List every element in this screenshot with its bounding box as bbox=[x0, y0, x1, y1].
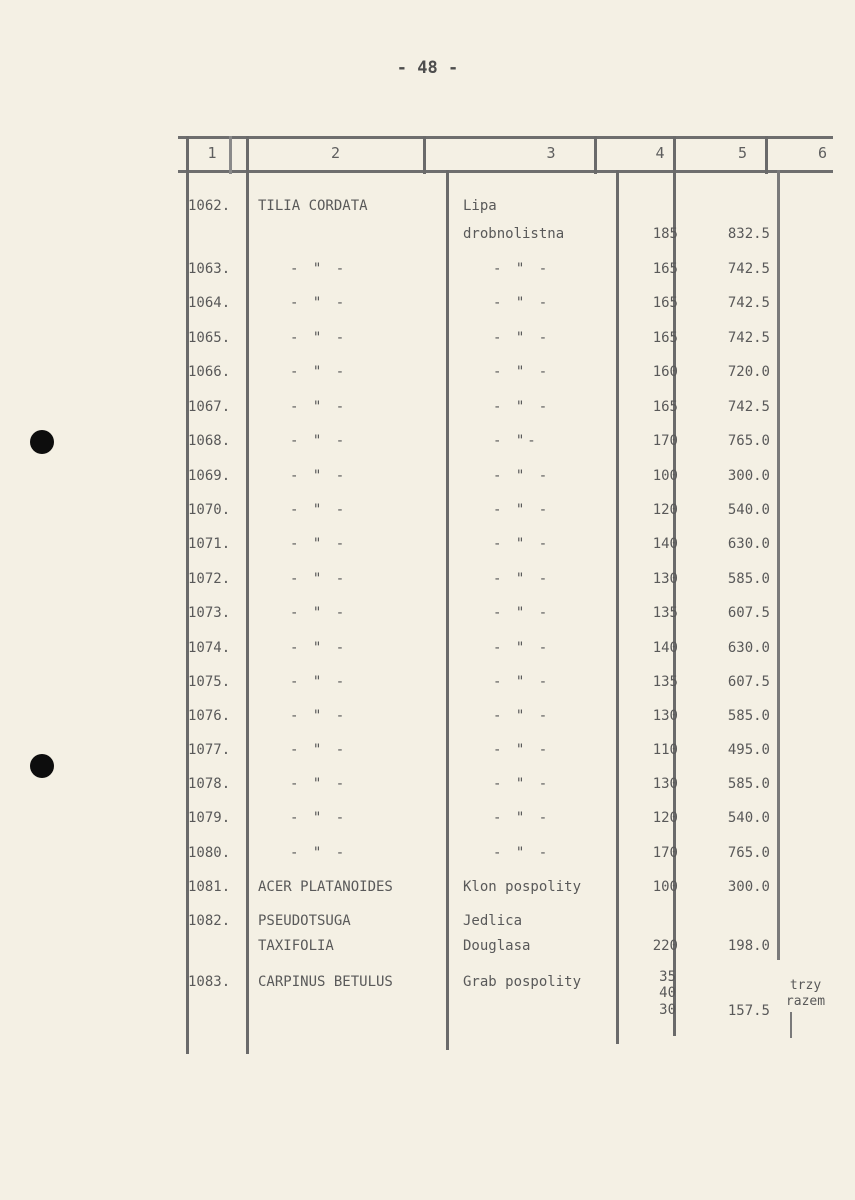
ditto-mark: - " - bbox=[493, 742, 551, 758]
col4-value: 165 bbox=[652, 295, 678, 311]
ditto-mark: - " - bbox=[290, 571, 348, 587]
row-number: 1077. bbox=[188, 742, 231, 758]
row-number: 1081. bbox=[188, 879, 231, 895]
ditto-mark: - " - bbox=[493, 330, 551, 346]
row-number: 1066. bbox=[188, 364, 231, 380]
ditto-mark: - " - bbox=[493, 468, 551, 484]
ditto-mark: - " - bbox=[290, 399, 348, 415]
col5-value: 585.0 bbox=[727, 776, 770, 792]
table-header-rule bbox=[178, 170, 833, 173]
row-number: 1072. bbox=[188, 571, 231, 587]
col5-value: 742.5 bbox=[727, 399, 770, 415]
row-number: 1076. bbox=[188, 708, 231, 724]
ditto-mark: - " - bbox=[493, 708, 551, 724]
species-polish: drobnolistna bbox=[463, 226, 565, 242]
column-rule bbox=[423, 136, 426, 174]
col5-value: 607.5 bbox=[727, 605, 770, 621]
ditto-mark: - " - bbox=[290, 295, 348, 311]
ditto-mark: - " - bbox=[493, 674, 551, 690]
col6-note: trzy bbox=[789, 978, 822, 993]
row-number: 1069. bbox=[188, 468, 231, 484]
column-header: 1 bbox=[207, 144, 217, 162]
ditto-mark: - " - bbox=[290, 674, 348, 690]
punch-hole bbox=[30, 430, 54, 454]
col5-value: 300.0 bbox=[727, 468, 770, 484]
column-header: 4 bbox=[655, 144, 665, 162]
column-rule bbox=[616, 170, 619, 1044]
col6-note: razem bbox=[785, 994, 826, 1009]
row-number: 1079. bbox=[188, 810, 231, 826]
col5-value: 630.0 bbox=[727, 536, 770, 552]
column-rule bbox=[790, 1012, 792, 1038]
col4-value: 40 bbox=[659, 985, 676, 1001]
row-number: 1075. bbox=[188, 674, 231, 690]
ditto-mark: - " - bbox=[290, 742, 348, 758]
row-number: 1063. bbox=[188, 261, 231, 277]
ditto-mark: - " - bbox=[493, 640, 551, 656]
col4-value: 140 bbox=[652, 536, 678, 552]
col5-value: 585.0 bbox=[727, 708, 770, 724]
ditto-mark: - " - bbox=[290, 261, 348, 277]
row-number: 1065. bbox=[188, 330, 231, 346]
row-number: 1070. bbox=[188, 502, 231, 518]
col4-value: 170 bbox=[652, 845, 678, 861]
row-number: 1068. bbox=[188, 433, 231, 449]
col4-value: 135 bbox=[652, 605, 678, 621]
ditto-mark: - " - bbox=[290, 640, 348, 656]
col5-value: 198.0 bbox=[727, 938, 770, 954]
row-number: 1082. bbox=[188, 913, 231, 929]
ditto-mark: - " - bbox=[493, 536, 551, 552]
column-rule bbox=[446, 170, 449, 1050]
ditto-mark: - " - bbox=[290, 364, 348, 380]
column-header: 2 bbox=[330, 144, 341, 162]
ditto-mark: - " - bbox=[493, 605, 551, 621]
species-latin: TILIA CORDATA bbox=[258, 198, 368, 214]
ditto-mark: - " - bbox=[290, 433, 348, 449]
species-latin: TAXIFOLIA bbox=[258, 938, 334, 954]
row-number: 1062. bbox=[188, 198, 231, 214]
species-latin: CARPINUS BETULUS bbox=[258, 974, 393, 990]
ditto-mark: - " - bbox=[290, 468, 348, 484]
ditto-mark: - " - bbox=[290, 810, 348, 826]
col4-value: 30 bbox=[659, 1002, 676, 1018]
col4-value: 165 bbox=[652, 399, 678, 415]
column-header: 3 bbox=[546, 144, 556, 162]
ditto-mark: - " - bbox=[493, 810, 551, 826]
col4-value: 100 bbox=[652, 468, 678, 484]
col4-value: 120 bbox=[652, 810, 678, 826]
col5-value: 742.5 bbox=[727, 261, 770, 277]
ditto-mark: - " - bbox=[290, 502, 348, 518]
page-number: - 48 - bbox=[396, 58, 459, 78]
column-header: 5 bbox=[737, 144, 748, 162]
column-rule bbox=[246, 136, 249, 1054]
column-rule bbox=[777, 170, 780, 960]
col5-value: 742.5 bbox=[727, 330, 770, 346]
row-number: 1067. bbox=[188, 399, 231, 415]
col4-value: 140 bbox=[652, 640, 678, 656]
species-polish: Grab pospolity bbox=[463, 974, 582, 990]
species-polish: Lipa bbox=[463, 198, 497, 214]
col5-value: 495.0 bbox=[727, 742, 770, 758]
column-rule bbox=[765, 136, 768, 174]
column-rule bbox=[229, 136, 232, 174]
species-latin: ACER PLATANOIDES bbox=[258, 879, 393, 895]
species-latin: PSEUDOTSUGA bbox=[258, 913, 351, 929]
species-polish: Douglasa bbox=[463, 938, 531, 954]
ditto-mark: - " - bbox=[493, 295, 551, 311]
ditto-mark: - " - bbox=[493, 502, 551, 518]
row-number: 1074. bbox=[188, 640, 231, 656]
col5-value: 720.0 bbox=[727, 364, 770, 380]
col4-value: 35 bbox=[659, 969, 676, 985]
col4-value: 130 bbox=[652, 571, 678, 587]
col5-value: 300.0 bbox=[727, 879, 770, 895]
col4-value: 120 bbox=[652, 502, 678, 518]
ditto-mark: - " - bbox=[290, 536, 348, 552]
col4-value: 130 bbox=[652, 776, 678, 792]
col5-value: 157.5 bbox=[727, 1003, 770, 1019]
col5-value: 765.0 bbox=[727, 845, 770, 861]
col5-value: 607.5 bbox=[727, 674, 770, 690]
ditto-mark: - " - bbox=[493, 571, 551, 587]
ditto-mark: - " - bbox=[290, 776, 348, 792]
ditto-mark: - " - bbox=[493, 364, 551, 380]
ditto-mark: - " - bbox=[493, 261, 551, 277]
punch-hole bbox=[30, 754, 54, 778]
col5-value: 832.5 bbox=[727, 226, 770, 242]
ditto-mark: - " - bbox=[493, 399, 551, 415]
col5-value: 585.0 bbox=[727, 571, 770, 587]
col4-value: 220 bbox=[652, 938, 678, 954]
ditto-mark: - " - bbox=[493, 845, 551, 861]
row-number: 1083. bbox=[188, 974, 231, 990]
ditto-mark: - " - bbox=[290, 708, 348, 724]
ditto-mark: - "- bbox=[493, 433, 539, 449]
col4-value: 130 bbox=[652, 708, 678, 724]
species-polish: Klon pospolity bbox=[463, 879, 582, 895]
col5-value: 540.0 bbox=[727, 810, 770, 826]
row-number: 1071. bbox=[188, 536, 231, 552]
ditto-mark: - " - bbox=[290, 605, 348, 621]
table-top-rule bbox=[178, 136, 833, 139]
col4-value: 165 bbox=[652, 261, 678, 277]
row-number: 1080. bbox=[188, 845, 231, 861]
col4-value: 160 bbox=[652, 364, 678, 380]
col4-value: 100 bbox=[652, 879, 678, 895]
col4-value: 170 bbox=[652, 433, 678, 449]
row-number: 1064. bbox=[188, 295, 231, 311]
col5-value: 742.5 bbox=[727, 295, 770, 311]
row-number: 1078. bbox=[188, 776, 231, 792]
col4-value: 185 bbox=[652, 226, 678, 242]
col4-value: 135 bbox=[652, 674, 678, 690]
col5-value: 540.0 bbox=[727, 502, 770, 518]
ditto-mark: - " - bbox=[493, 776, 551, 792]
col5-value: 765.0 bbox=[727, 433, 770, 449]
col4-value: 110 bbox=[652, 742, 678, 758]
col5-value: 630.0 bbox=[727, 640, 770, 656]
col4-value: 165 bbox=[652, 330, 678, 346]
species-polish: Jedlica bbox=[463, 913, 523, 929]
column-header: 6 bbox=[817, 144, 828, 162]
ditto-mark: - " - bbox=[290, 845, 348, 861]
row-number: 1073. bbox=[188, 605, 231, 621]
ditto-mark: - " - bbox=[290, 330, 348, 346]
